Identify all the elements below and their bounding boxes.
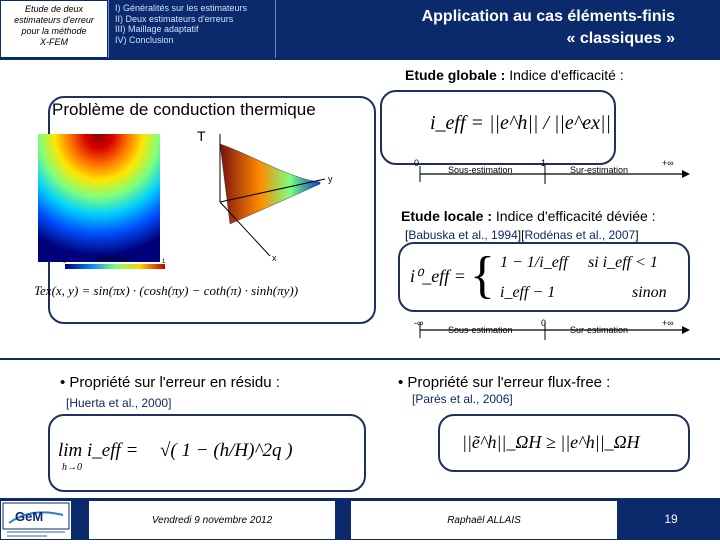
local-case2-expr: i_eff − 1 [500, 284, 556, 301]
page-number: 19 [664, 512, 678, 526]
local-references [405, 228, 639, 242]
global-study-bold: Etude globale : [405, 67, 506, 83]
toc-item[interactable]: I) Généralités sur les estimateurs [115, 3, 248, 13]
local-formula-lhs: i⁰_eff = [410, 266, 466, 286]
local-scale-over: Sur-estimation [570, 325, 629, 335]
local-scale [400, 316, 700, 346]
footer-author: Raphaël ALLAIS [447, 515, 521, 526]
citation-rodenas[interactable]: Rodénas et al., 2007 [524, 228, 636, 242]
toc-item[interactable]: IV) Conclusion [115, 34, 174, 45]
header-divider [275, 0, 276, 58]
local-case2-cond: sinon [632, 284, 667, 301]
bracket: ] [635, 228, 639, 242]
presentation-title-line: X-FEM [40, 37, 68, 47]
fluxfree-property-title: • Propriété sur l'erreur flux-free : [398, 374, 611, 391]
local-scale-under: Sous-estimation [448, 325, 513, 335]
citation-pares[interactable]: [Parés et al., 2006] [412, 392, 513, 406]
residual-property-title: • Propriété sur l'erreur en résidu : [60, 374, 280, 391]
problem-title: Problème de conduction thermique [52, 100, 316, 119]
local-case1-expr: 1 − 1/i_eff [500, 254, 568, 271]
residual-formula-lim: lim i_eff = [58, 440, 139, 461]
local-scale-inf: +∞ [662, 318, 674, 328]
local-case1-cond: si i_eff < 1 [588, 254, 658, 271]
colorbar-max: 1 [162, 259, 166, 265]
global-scale-arrow [682, 170, 690, 178]
bracket: ][ [517, 228, 525, 242]
middle-separator [0, 358, 720, 360]
slide-title-line1: Application au cas éléments-finis [421, 8, 675, 25]
local-study-bold: Etude locale : [401, 208, 493, 224]
global-scale-over: Sur-estimation [570, 165, 629, 175]
citation-huerta[interactable]: [Huerta et al., 2000] [66, 396, 172, 410]
table-of-contents [115, 3, 275, 45]
header-separator [0, 58, 720, 60]
temperature-surface [220, 144, 320, 224]
presentation-title-line: pour la méthode [21, 26, 87, 36]
local-scale-minf: -∞ [414, 318, 424, 328]
bracket: [ [405, 228, 409, 242]
presentation-title-line: estimateurs d'erreur [14, 15, 94, 25]
lab-logo-icon [1, 501, 71, 539]
residual-formula-rhs: √( 1 − (h/H)^2q ) [160, 440, 293, 461]
slide-title [330, 6, 675, 50]
local-scale-zero: 0 [541, 318, 547, 328]
colorbar-min: 0 [63, 259, 67, 265]
footer-date-box [88, 500, 336, 540]
fluxfree-formula: ||ẽ^h||_ΩH ≥ ||e^h||_ΩH [462, 432, 640, 452]
lab-logo [0, 500, 72, 540]
footer-author-box [350, 500, 618, 540]
local-study-rest: Indice d'efficacité déviée : [492, 208, 656, 224]
citation-babuska[interactable]: Babuska et al., 1994 [408, 228, 518, 242]
presentation-title-box [0, 0, 108, 58]
global-scale-zero: 0 [414, 158, 420, 168]
colorbar [65, 264, 165, 269]
global-scale-inf: +∞ [662, 158, 674, 168]
axis-y-label: y [328, 174, 333, 184]
local-scale-arrow [682, 326, 690, 334]
local-study-label [401, 208, 656, 224]
axis-T-label: T [197, 128, 206, 144]
slide-title-line2: « classiques » [566, 30, 675, 47]
piecewise-brace: { [470, 247, 495, 304]
axis-x-label: x [272, 253, 277, 263]
presentation-title-line: Etude de deux [24, 4, 84, 14]
global-scale [400, 160, 700, 190]
header-divider [108, 0, 109, 58]
global-efficiency-formula: i_eff = ||e^h|| / ||e^ex|| [430, 112, 611, 134]
lab-logo-text: GeM [15, 509, 44, 524]
toc-item[interactable]: II) Deux estimateurs d'erreurs [115, 13, 234, 24]
exact-solution-formula: Tex(x, y) = sin(πx) · (cosh(πy) − coth(π) · sinh(πy)) [34, 283, 299, 298]
residual-formula-sub: h→0 [62, 462, 82, 473]
global-scale-one: 1 [541, 158, 547, 168]
temperature-field [38, 134, 160, 262]
global-study-rest: Indice d'efficacité : [505, 67, 624, 83]
global-scale-under: Sous-estimation [448, 165, 513, 175]
toc-item[interactable]: III) Maillage adaptatif [115, 24, 199, 34]
footer-date: Vendredi 9 novembre 2012 [151, 515, 273, 526]
global-study-label [405, 67, 624, 83]
colorbar-label: Temperature [96, 256, 130, 262]
